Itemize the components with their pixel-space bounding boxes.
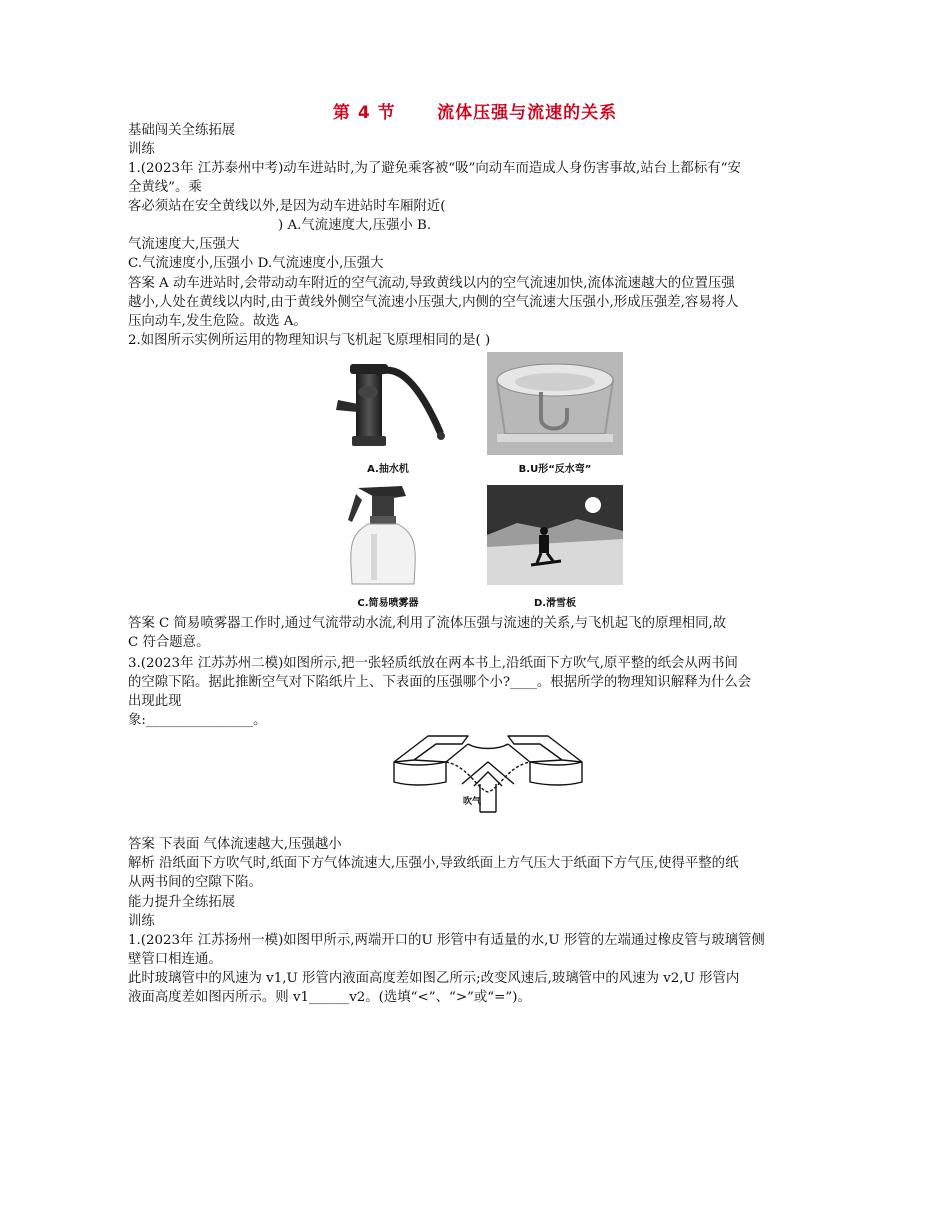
q1-answer-3: 压向动车,发生危险。故选 A。 [128,314,307,329]
q3-analysis-1: 解析 沿纸面下方吹气时,纸面下方气体流速大,压强小,导致纸面上方气压大于纸面下方气压,使得平整的纸 [128,856,739,871]
part2-sub: 训练 [128,914,155,929]
q1-line2: 全黄线”。乘 [128,180,202,195]
q1-line1: 1.(2023年 江苏泰州中考)动车进站时,为了避免乘客被“吸”向动车而造成人身伤害事故,站台上都标有“安 [128,161,741,176]
q4-line4: 液面高度差如图丙所示。则 v1______v2。(选填“<”、“>”或“=”)。 [128,990,531,1005]
q3-line4: 象:________________。 [128,713,267,728]
q3-line3: 出现此现 [128,694,182,709]
q3-line1: 3.(2023年 江苏苏州二模)如图所示,把一张轻质纸放在两本书上,沿纸面下方吹气,原平整的纸会从两书间 [128,656,738,671]
q2-answer-2: C 符合题意。 [128,635,210,650]
q2-answer-1: 答案 C 简易喷雾器工作时,通过气流带动水流,利用了流体压强与流速的关系,与飞机起飞的原理相同,故 [128,616,727,631]
q1-line3: 客必须站在安全黄线以外,是因为动车进站时车厢附近( [128,199,446,214]
spray-bottle-image [328,480,438,590]
q1-line5: 气流速度大,压强大 [128,237,240,252]
q3-answer: 答案 下表面 气体流速越大,压强越小 [128,837,342,852]
blow-label: 吹气 [463,797,482,807]
q2-line1: 2.如图所示实例所运用的物理知识与飞机起飞原理相同的是( ) [128,333,491,348]
section-number: 第 4 节 [332,103,396,123]
caption-c: C.简易喷雾器 [357,598,419,609]
q1-line6: C.气流速度小,压强小 D.气流速度小,压强大 [128,256,384,271]
u-trap-image [487,352,623,455]
q4-line2: 壁管口相连通。 [128,952,222,967]
paper-books-diagram [388,732,588,814]
page-title [0,98,950,123]
q4-line1: 1.(2023年 江苏扬州一模)如图甲所示,两端开口的U 形管中有适量的水,U 形管的左端通过橡皮管与玻璃管侧 [128,933,765,948]
section-name: 流体压强与流速的关系 [437,103,618,123]
part1-heading: 基础闯关全练拓展 [128,123,236,138]
q1-line4: ) A.气流速度大,压强小 B. [278,218,432,233]
q3-analysis-2: 从两书间的空隙下陷。 [128,875,262,890]
water-pump-image [318,352,458,452]
part1-sub: 训练 [128,142,155,157]
caption-d: D.滑雪板 [533,598,577,609]
part2-heading: 能力提升全练拓展 [128,895,236,910]
snowboard-image [487,485,623,585]
q1-answer-1: 答案 A 动车进站时,会带动动车附近的空气流动,导致黄线以内的空气流速加快,流体流速越大的位置压强 [128,276,735,291]
q4-line3: 此时玻璃管中的风速为 v1,U 形管内液面高度差如图乙所示;改变风速后,玻璃管中的风速为 v2,U 形管内 [128,971,740,986]
q1-answer-2: 越小,人处在黄线以内时,由于黄线外侧空气流速小压强大,内侧的空气流速大压强小,形成压强差,容易将人 [128,295,739,310]
q3-line2: 的空隙下陷。据此推断空气对下陷纸片上、下表面的压强哪个小?____。根据所学的物理知识解释为什么会 [128,675,752,690]
caption-b: B.U形“反水弯” [518,464,592,475]
caption-a: A.抽水机 [367,464,409,475]
